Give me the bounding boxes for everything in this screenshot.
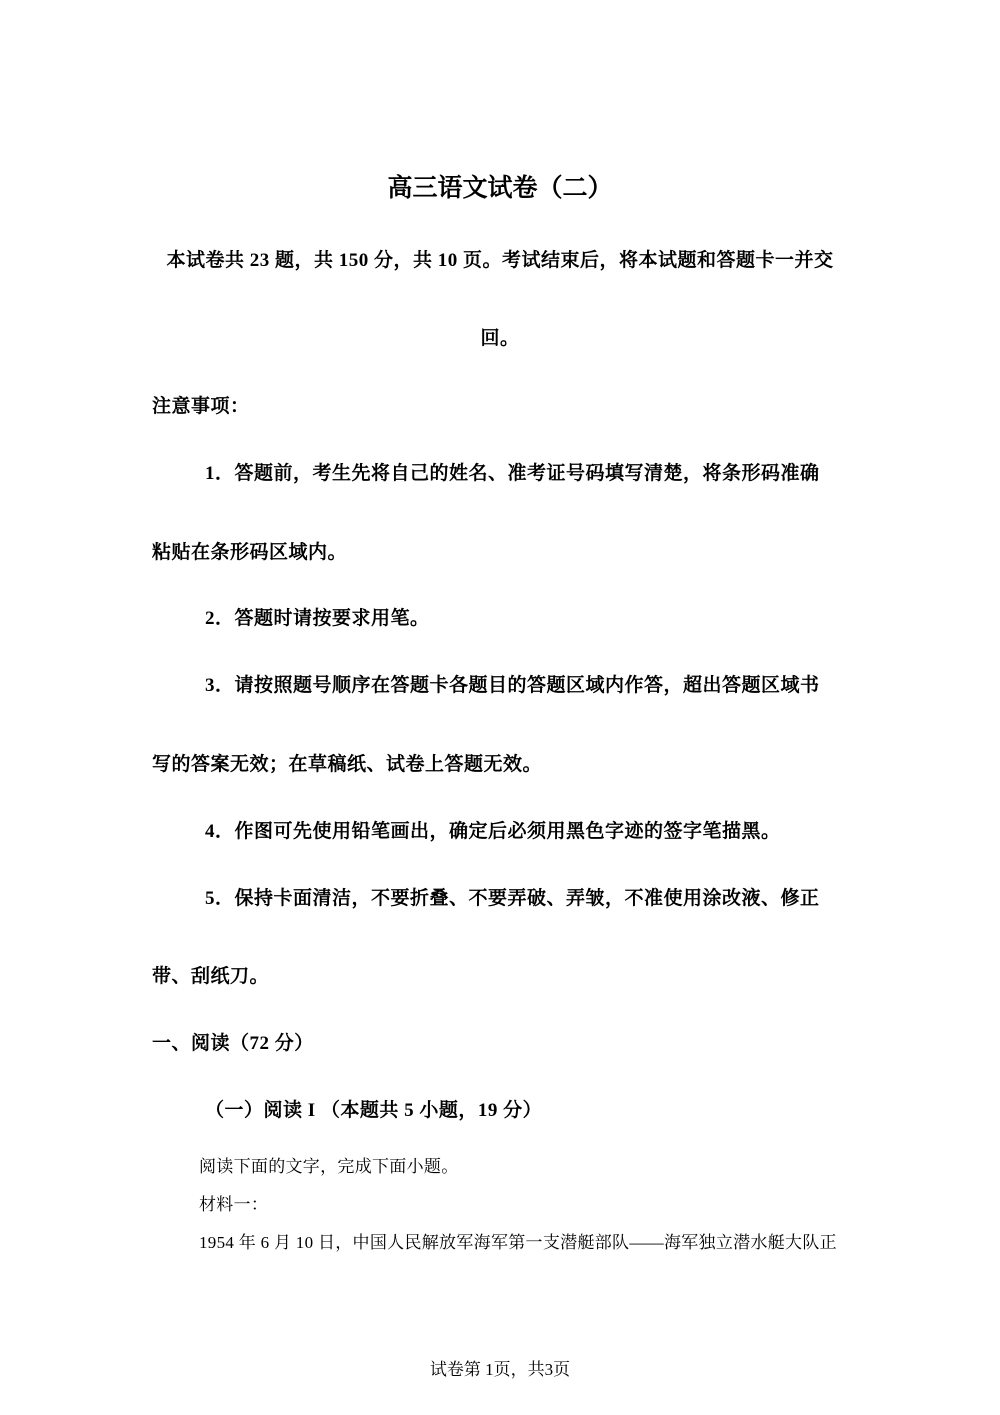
notice-1-line-1: 1．答题前，考生先将自己的姓名、准考证号码填写清楚，将条形码准确 bbox=[205, 463, 820, 484]
intro-line-2: 回。 bbox=[480, 328, 520, 349]
notice-5-line-1: 5．保持卡面清洁，不要折叠、不要弄破、弄皱，不准使用涂改液、修正 bbox=[205, 888, 820, 909]
notice-1-line-2: 粘贴在条形码区域内。 bbox=[152, 542, 348, 563]
page-footer: 试卷第 1页，共3页 bbox=[429, 1360, 571, 1379]
notice-2-line-1: 2．答题时请按要求用笔。 bbox=[205, 608, 430, 629]
notice-5-line-2: 带、刮纸刀。 bbox=[152, 966, 270, 987]
section-1-sub-heading: （一）阅读 I （本题共 5 小题，19 分） bbox=[205, 1100, 543, 1121]
material-text: 1954 年 6 月 10 日，中国人民解放军海军第一支潜艇部队——海军独立潜水艇大队正 bbox=[199, 1233, 837, 1252]
section-1-heading: 一、阅读（72 分） bbox=[152, 1033, 314, 1054]
intro-line-1: 本试卷共 23 题，共 150 分，共 10 页。考试结束后，将本试题和答题卡一并交 bbox=[166, 250, 834, 271]
reading-instruction: 阅读下面的文字，完成下面小题。 bbox=[199, 1157, 459, 1176]
page-title: 高三语文试卷（二） bbox=[387, 175, 613, 202]
notice-3-line-1: 3．请按照题号顺序在答题卡各题目的答题区域内作答，超出答题区域书 bbox=[205, 675, 820, 696]
notice-heading: 注意事项： bbox=[152, 396, 250, 417]
material-label: 材料一： bbox=[199, 1195, 269, 1214]
notice-4-line-1: 4．作图可先使用铅笔画出，确定后必须用黑色字迹的签字笔描黑。 bbox=[205, 821, 781, 842]
notice-3-line-2: 写的答案无效；在草稿纸、试卷上答题无效。 bbox=[152, 754, 543, 775]
